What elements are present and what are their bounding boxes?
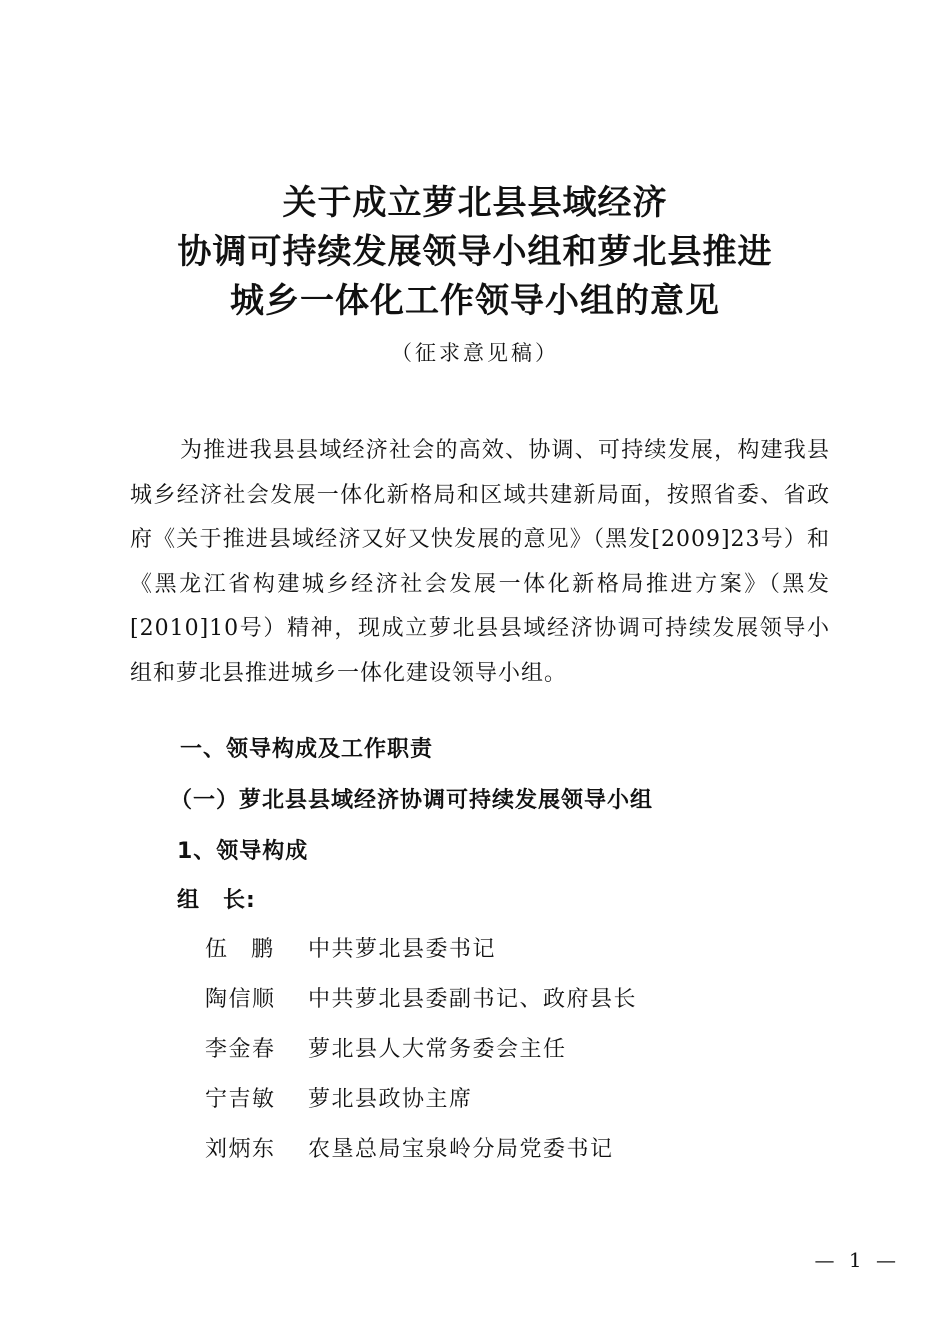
member-name: 伍鹏 bbox=[205, 937, 298, 962]
member-row bbox=[205, 1035, 567, 1065]
member-row bbox=[205, 1135, 614, 1165]
page-number: — 1 — bbox=[814, 1248, 900, 1272]
member-row bbox=[205, 1085, 473, 1115]
intro-paragraph: 为推进我县县域经济社会的高效、协调、可持续发展，构建我县城乡经济社会发展一体化新格局和区域共建新局面，按照省委、省政府《关于推进县域经济又好又快发展的意见》（黑发[2009]23号）和《黑龙江省构建城乡经济社会发展一体化新格局推进方案》（黑发[2010]10号）精神，现成立萝北县县域经济协调可持续发展领导小组和萝北县推进城乡一体化建设领导小组。 bbox=[130, 438, 830, 686]
document-title-line-2: 协调可持续发展领导小组和萝北县推进 bbox=[177, 232, 773, 272]
member-name: 李金春 bbox=[205, 1037, 276, 1062]
member-position: 萝北县人大常务委会主任 bbox=[308, 1037, 567, 1062]
member-position: 萝北县政协主席 bbox=[308, 1087, 473, 1112]
member-position: 农垦总局宝泉岭分局党委书记 bbox=[308, 1137, 614, 1162]
document-subtitle: （征求意见稿） bbox=[391, 341, 559, 365]
subsection-heading: （一）萝北县县域经济协调可持续发展领导小组 bbox=[170, 788, 654, 813]
member-position: 中共萝北县委书记 bbox=[308, 937, 497, 962]
section-heading: 一、领导构成及工作职责 bbox=[180, 737, 434, 762]
item-heading: 1、领导构成 bbox=[177, 839, 309, 864]
member-row bbox=[205, 935, 496, 965]
member-name: 陶信顺 bbox=[205, 987, 276, 1012]
member-name: 刘炳东 bbox=[205, 1137, 276, 1162]
member-position: 中共萝北县委副书记、政府县长 bbox=[308, 987, 638, 1012]
member-row bbox=[205, 985, 637, 1015]
document-title-line-3: 城乡一体化工作领导小组的意见 bbox=[230, 281, 720, 321]
leader-label: 组 长: bbox=[177, 888, 256, 913]
member-name: 宁吉敏 bbox=[205, 1087, 276, 1112]
document-title-line-1: 关于成立萝北县县域经济 bbox=[282, 183, 668, 223]
